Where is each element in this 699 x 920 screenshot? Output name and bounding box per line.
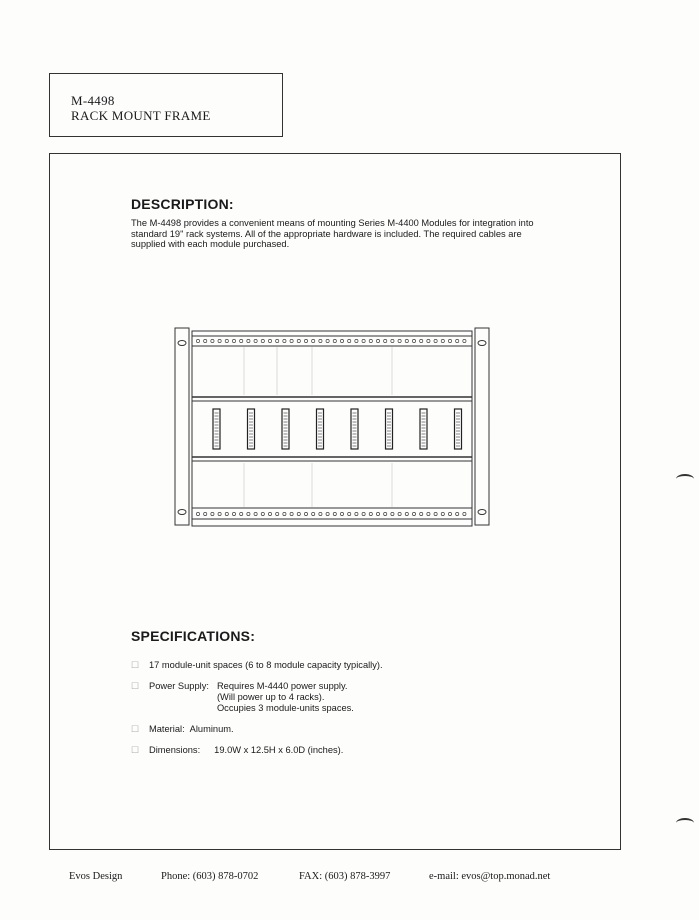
model-number: M-4498	[71, 93, 115, 108]
mounting-hole	[240, 512, 243, 515]
mounting-hole	[340, 339, 343, 342]
mounting-hole	[412, 512, 415, 515]
mounting-hole	[319, 512, 322, 515]
spec-value: 19.0W x 12.5H x 6.0D (inches).	[214, 745, 344, 755]
mounting-hole	[427, 339, 430, 342]
mounting-hole	[405, 512, 408, 515]
footer-company: Evos Design	[69, 871, 123, 882]
edge-mark	[676, 474, 694, 484]
mounting-hole	[196, 339, 199, 342]
checkbox-icon: ☐	[131, 724, 140, 734]
mounting-hole	[283, 339, 286, 342]
mounting-hole	[304, 512, 307, 515]
mounting-hole	[290, 512, 293, 515]
checkbox-icon: ☐	[131, 681, 140, 691]
specifications-heading: SPECIFICATIONS:	[131, 628, 256, 644]
mounting-hole	[391, 339, 394, 342]
checkbox-icon: ☐	[131, 660, 140, 670]
mounting-hole	[463, 339, 466, 342]
mounting-hole	[340, 512, 343, 515]
mounting-hole	[261, 512, 264, 515]
spec-label: Material:	[149, 724, 185, 734]
footer-phone: Phone: (603) 878-0702	[161, 871, 259, 882]
mounting-hole	[355, 512, 358, 515]
title-box	[49, 73, 283, 137]
mounting-hole	[463, 512, 466, 515]
mounting-hole	[434, 512, 437, 515]
mounting-hole	[376, 512, 379, 515]
mounting-hole	[204, 339, 207, 342]
mounting-hole	[225, 339, 228, 342]
mounting-hole	[369, 339, 372, 342]
spec-item	[131, 660, 551, 671]
mounting-hole	[456, 512, 459, 515]
mounting-hole	[412, 339, 415, 342]
mounting-hole	[448, 512, 451, 515]
mounting-hole	[369, 512, 372, 515]
mounting-hole	[405, 339, 408, 342]
mounting-hole	[420, 512, 423, 515]
mounting-hole	[441, 339, 444, 342]
mounting-hole	[355, 339, 358, 342]
mounting-hole	[362, 339, 365, 342]
mounting-hole	[290, 339, 293, 342]
mounting-hole	[312, 339, 315, 342]
mounting-hole	[384, 339, 387, 342]
description-text: The M-4498 provides a convenient means of mounting Series M-4400 Modules for integration into standard 19" rack systems. All of the appropriate hardware is included. The required cables are supplied with each module purchased.	[131, 218, 534, 249]
mounting-hole	[456, 339, 459, 342]
mounting-hole	[441, 512, 444, 515]
spec-value: Requires M-4440 power supply. (Will power up to 4 racks). Occupies 3 module-units spaces.	[216, 681, 354, 713]
mounting-hole	[254, 339, 257, 342]
mounting-hole	[304, 339, 307, 342]
mounting-hole	[348, 512, 351, 515]
mounting-hole	[232, 339, 235, 342]
spec-label: Power Supply:	[149, 681, 209, 691]
mounting-hole	[218, 512, 221, 515]
mounting-hole	[247, 339, 250, 342]
mounting-hole	[376, 339, 379, 342]
mounting-hole	[333, 339, 336, 342]
mounting-hole	[276, 339, 279, 342]
mounting-hole	[319, 339, 322, 342]
spec-item	[131, 745, 551, 756]
mounting-hole	[297, 512, 300, 515]
specifications-list	[131, 660, 551, 766]
description-heading: DESCRIPTION:	[131, 196, 234, 212]
mounting-hole	[434, 339, 437, 342]
spec-item	[131, 724, 551, 735]
checkbox-icon: ☐	[131, 745, 140, 755]
mounting-hole	[420, 339, 423, 342]
mounting-hole	[297, 339, 300, 342]
mounting-hole	[247, 512, 250, 515]
spec-label: Dimensions:	[149, 745, 201, 755]
mounting-hole	[276, 512, 279, 515]
mounting-hole	[254, 512, 257, 515]
mounting-hole	[225, 512, 228, 515]
mounting-hole	[232, 512, 235, 515]
mounting-hole	[398, 339, 401, 342]
footer-email: e-mail: evos@top.monad.net	[429, 871, 551, 882]
mounting-hole	[326, 512, 329, 515]
mounting-hole	[268, 339, 271, 342]
spec-value: Aluminum.	[189, 724, 234, 734]
edge-mark	[676, 818, 694, 828]
mounting-hole	[196, 512, 199, 515]
mounting-hole	[283, 512, 286, 515]
mounting-hole	[268, 512, 271, 515]
spec-label: 17 module-unit spaces (6 to 8 module capacity typically).	[149, 660, 383, 670]
mounting-hole	[348, 339, 351, 342]
mounting-hole	[333, 512, 336, 515]
mounting-hole	[312, 512, 315, 515]
mounting-hole	[326, 339, 329, 342]
mounting-hole	[391, 512, 394, 515]
rack-frame-diagram	[172, 325, 492, 535]
mounting-hole	[362, 512, 365, 515]
mounting-hole	[448, 339, 451, 342]
mounting-hole	[427, 512, 430, 515]
mounting-hole	[398, 512, 401, 515]
mounting-hole	[384, 512, 387, 515]
mounting-hole	[204, 512, 207, 515]
product-name: RACK MOUNT FRAME	[71, 108, 211, 123]
mounting-hole	[261, 339, 264, 342]
mounting-hole	[211, 512, 214, 515]
footer-fax: FAX: (603) 878-3997	[299, 871, 391, 882]
mounting-hole	[218, 339, 221, 342]
mounting-hole	[211, 339, 214, 342]
mounting-hole	[240, 339, 243, 342]
spec-item	[131, 681, 551, 714]
